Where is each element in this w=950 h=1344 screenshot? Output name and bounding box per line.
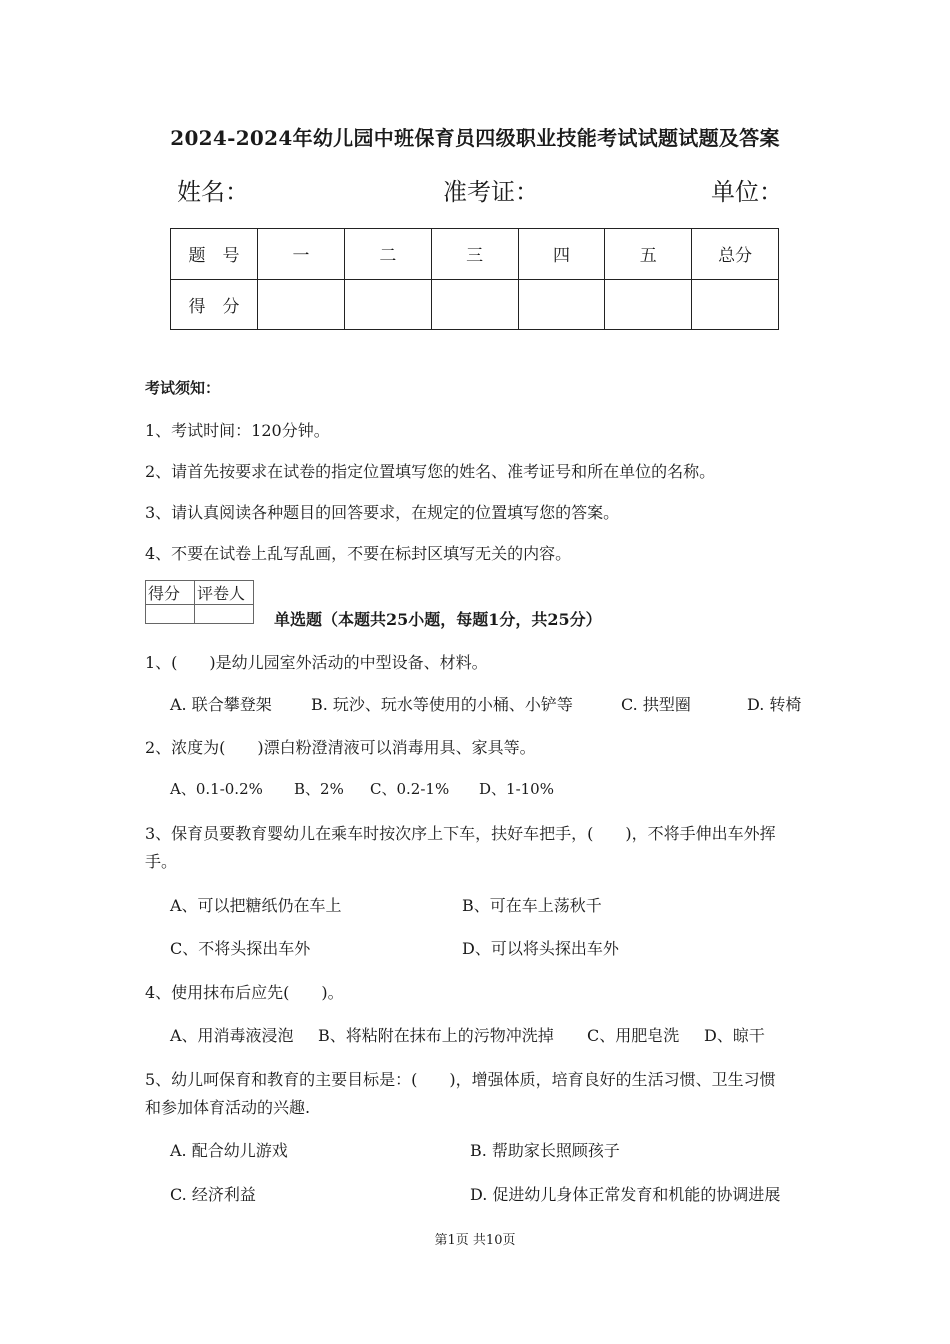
score-cell[interactable] (518, 279, 605, 330)
question-stem: 2、浓度为( )漂白粉澄清液可以消毒用具、家具等。 (145, 738, 536, 757)
notice-item: 3、请认真阅读各种题目的回答要求，在规定的位置填写您的答案。 (145, 503, 620, 522)
question-stem: 1、( )是幼儿园室外活动的中型设备、材料。 (145, 653, 488, 672)
name-field-label: 姓名： (177, 178, 249, 206)
grader-box (145, 580, 254, 624)
question-option: A、0.1-0.2% (170, 780, 263, 798)
score-table-header-cell: 二 (344, 229, 431, 280)
question-option: D. 促进幼儿身体正常发育和机能的协调进展 (470, 1185, 781, 1204)
question-stem: 3、保育员要教育婴幼儿在乘车时按次序上下车，扶好车把手，( )，不将手伸出车外挥 (145, 824, 776, 843)
question-option: D、可以将头探出车外 (462, 939, 619, 958)
question-stem-continued: 和参加体育活动的兴趣. (145, 1098, 311, 1117)
section-heading: 单选题（本题共25小题，每题1分，共25分） (274, 610, 602, 629)
question-option: B、2% (294, 780, 344, 798)
question-option: B. 帮助家长照顾孩子 (470, 1141, 620, 1160)
question-option: D、1-10% (479, 780, 554, 798)
question-option: C、不将头探出车外 (170, 939, 311, 958)
notice-item: 1、考试时间：120分钟。 (145, 421, 330, 440)
score-cell[interactable] (605, 279, 692, 330)
notice-item: 4、不要在试卷上乱写乱画，不要在标封区填写无关的内容。 (145, 544, 572, 563)
question-option: A、用消毒液浸泡 (170, 1026, 294, 1045)
question-option: C. 拱型圈 (621, 695, 691, 714)
question-option: C、用肥皂洗 (587, 1026, 680, 1045)
question-stem: 5、幼儿呵保育和教育的主要目标是：( )，增强体质，培育良好的生活习惯、卫生习惯 (145, 1070, 776, 1089)
grader-score-label: 得分 (146, 581, 195, 605)
unit-field-label: 单位： (711, 178, 783, 206)
score-table-header-cell: 五 (605, 229, 692, 280)
question-stem-continued: 手。 (145, 852, 178, 871)
grader-name-cell[interactable] (195, 605, 254, 624)
document-title: 2024-2024年幼儿园中班保育员四级职业技能考试试题试题及答案 (170, 126, 780, 150)
question-option: C. 经济利益 (170, 1185, 256, 1204)
score-table-header-cell: 一 (258, 229, 345, 280)
question-option: A. 配合幼儿游戏 (170, 1141, 288, 1160)
score-cell[interactable] (692, 279, 779, 330)
grader-score-cell[interactable] (146, 605, 195, 624)
score-row-label: 得 分 (171, 279, 258, 330)
score-cell[interactable] (431, 279, 518, 330)
score-table-header-cell: 总分 (692, 229, 779, 280)
question-option: B. 玩沙、玩水等使用的小桶、小铲等 (311, 695, 573, 714)
notice-item: 2、请首先按要求在试卷的指定位置填写您的姓名、准考证号和所在单位的名称。 (145, 462, 716, 481)
score-table-header-row (171, 229, 779, 280)
question-option: C、0.2-1% (370, 780, 450, 798)
score-table-score-row (171, 279, 779, 330)
question-option: D. 转椅 (747, 695, 802, 714)
page-footer: 第1页 共10页 (434, 1233, 516, 1248)
question-option: B、将粘附在抹布上的污物冲洗掉 (318, 1026, 554, 1045)
grader-name-label: 评卷人 (195, 581, 254, 605)
score-table (170, 228, 779, 330)
exam-id-field-label: 准考证： (443, 178, 539, 206)
question-option: A. 联合攀登架 (170, 695, 272, 714)
score-table-header-cell: 四 (518, 229, 605, 280)
score-table-header-cell: 三 (431, 229, 518, 280)
notice-heading: 考试须知： (145, 379, 221, 397)
question-option: A、可以把糖纸仍在车上 (170, 896, 342, 915)
question-option: D、晾干 (704, 1026, 765, 1045)
score-table-header-cell: 题 号 (171, 229, 258, 280)
score-cell[interactable] (258, 279, 345, 330)
question-stem: 4、使用抹布后应先( )。 (145, 983, 344, 1002)
question-option: B、可在车上荡秋千 (462, 896, 602, 915)
score-cell[interactable] (344, 279, 431, 330)
